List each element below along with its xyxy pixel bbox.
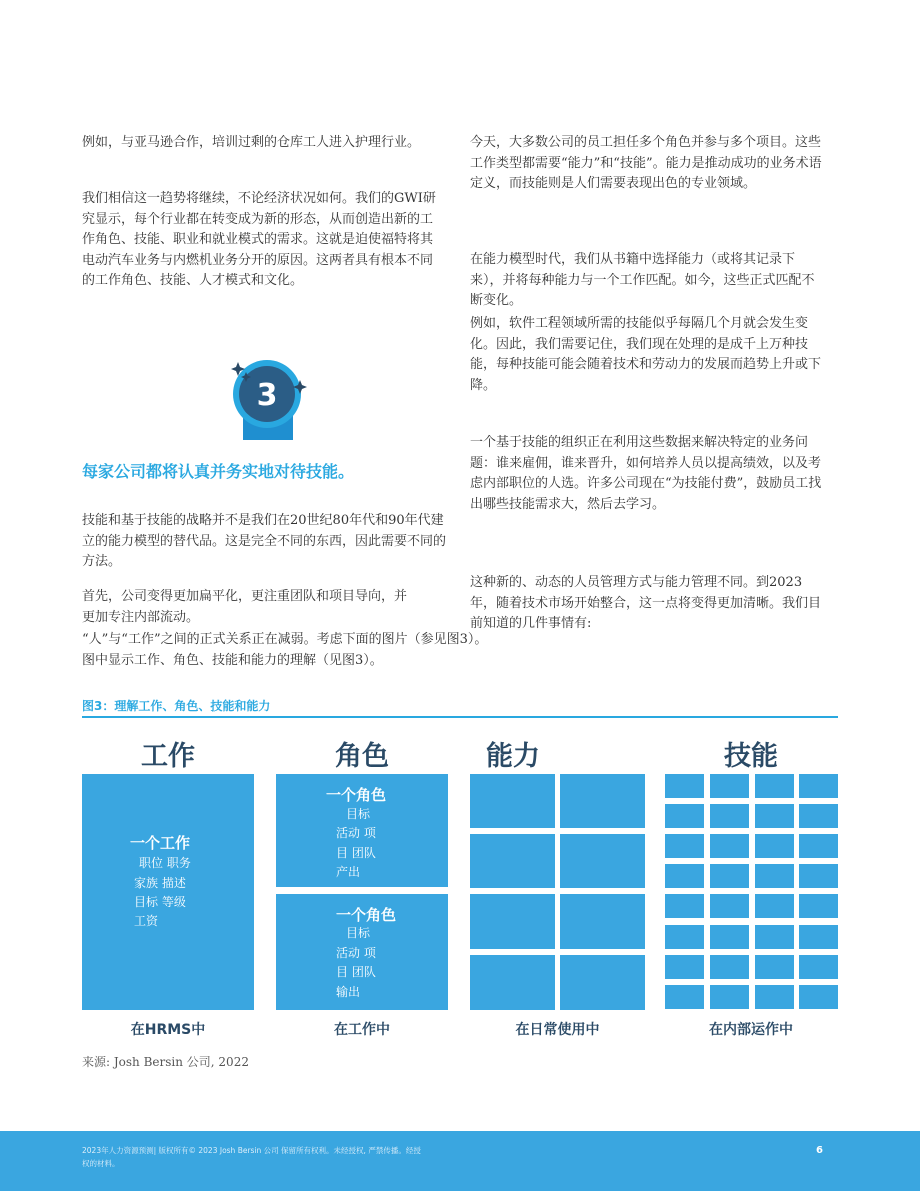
role-box-2	[276, 894, 448, 1010]
skill-cell	[710, 894, 749, 918]
column-head-job: 工作	[141, 741, 195, 772]
section-badge	[226, 356, 310, 442]
column-foot-job: 在HRMS中	[130, 1022, 206, 1038]
competency-cell	[560, 955, 645, 1010]
figure-divider	[82, 716, 838, 718]
skill-cell	[755, 834, 794, 858]
competency-cell	[560, 894, 645, 949]
skill-cell	[755, 955, 794, 979]
paragraph-figure-intro: 图中显示工作、角色、技能和能力的理解（见图3）。	[82, 653, 383, 668]
badge-number: 3	[256, 378, 278, 413]
role-box-line: 产出	[336, 865, 361, 879]
skill-cell	[665, 955, 704, 979]
competency-cell	[470, 834, 555, 888]
paragraph-relationship: “人”与“工作”之间的正式关系正在减弱。考虑下面的图片（参见图3）。	[82, 632, 488, 647]
skill-cell	[755, 774, 794, 798]
skill-cell	[665, 985, 704, 1009]
page-footer	[0, 1131, 920, 1191]
skill-cell	[799, 894, 838, 918]
job-box-line: 家族 描述	[134, 876, 186, 890]
role-box-title: 一个角色	[336, 906, 397, 924]
column-head-skills: 技能	[724, 741, 778, 772]
skill-cell	[755, 804, 794, 828]
paragraph-competency-era: 在能力模型时代，我们从书籍中选择能力（或将其记录下来），并将每种能力与一个工作匹配。如今，这些正式匹配不断变化。	[470, 252, 815, 308]
role-box-title: 一个角色	[326, 786, 387, 804]
skill-cell	[799, 834, 838, 858]
role-box-line: 目标	[346, 926, 371, 940]
figure-source: 来源: Josh Bersin 公司, 2022	[82, 1055, 249, 1069]
skill-cell	[799, 985, 838, 1009]
column-foot-skills: 在内部运作中	[709, 1022, 793, 1038]
role-box-line: 目 团队	[336, 965, 376, 979]
skill-cell	[799, 864, 838, 888]
role-box-line: 目 团队	[336, 846, 376, 860]
column-head-role: 角色	[335, 741, 389, 772]
skill-cell	[799, 774, 838, 798]
paragraph-skills-organization: 一个基于技能的组织正在利用这些数据来解决特定的业务问题：谁来雇佣，谁来晋升，如何培养人员以提高绩效，以及考虑内部职位的人选。许多公司现在“为技能付费”，鼓励员工找出哪些技能需求大，然后去学习。	[470, 435, 822, 512]
skill-cell	[710, 774, 749, 798]
skill-cell	[799, 925, 838, 949]
skill-cell	[665, 834, 704, 858]
paragraph-amazon-example: 例如，与亚马逊合作，培训过剩的仓库工人进入护理行业。	[82, 135, 421, 150]
job-box	[82, 774, 254, 1010]
role-box-line: 输出	[336, 985, 361, 999]
skill-cell	[665, 894, 704, 918]
figure-title: 图3：理解工作、角色、技能和能力	[82, 699, 271, 713]
skill-cell	[710, 925, 749, 949]
competency-cell	[470, 774, 555, 828]
column-foot-role: 在工作中	[334, 1022, 390, 1038]
paragraph-new-dynamic: 这种新的、动态的人员管理方式与能力管理不同。到2023年，随着技术市场开始整合，这一点将变得更加清晰。我们目前知道的几件事情有:	[470, 575, 822, 631]
job-box-line: 目标 等级	[134, 895, 186, 909]
job-box-line: 职位 职务	[139, 856, 191, 870]
badge-graphic	[226, 356, 310, 442]
column-head-competency: 能力	[486, 741, 540, 772]
skill-cell	[799, 955, 838, 979]
skill-cell	[755, 925, 794, 949]
competency-cell	[470, 955, 555, 1010]
competency-cell	[470, 894, 555, 949]
competency-cell	[560, 834, 645, 888]
skill-cell	[665, 774, 704, 798]
paragraph-software-example: 例如，软件工程领域所需的技能似乎每隔几个月就会发生变化。因此，我们需要记住，我们现在处理的是成千上万种技能，每种技能可能会随着技术和劳动力的发展而趋势上升或下降。	[470, 316, 822, 393]
skill-cell	[710, 985, 749, 1009]
paragraph-first: 首先，公司变得更加扁平化，更注重团队和项目导向，并更加专注内部流动。	[82, 589, 408, 625]
paragraph-multiple-roles: 今天，大多数公司的员工担任多个角色并参与多个项目。这些工作类型都需要“能力”和“技能”。能力是推动成功的业务术语定义，而技能则是人们需要表现出色的专业领域。	[470, 135, 822, 191]
paragraph-skills-strategy: 技能和基于技能的战略并不是我们在20世纪80年代和90年代建立的能力模型的替代品。这是完全不同的东西，因此需要不同的方法。	[82, 513, 447, 569]
footer-copyright: 2023年人力资源预测| 版权所有© 2023 Josh Bersin 公司 保留所有权利。未经授权, 严禁传播。经授权的材料。	[82, 1146, 421, 1168]
job-box-line: 工资	[134, 914, 159, 928]
role-box-line: 活动 项	[336, 946, 376, 960]
role-box-line: 目标	[346, 807, 371, 821]
skill-cell	[799, 804, 838, 828]
job-box-title: 一个工作	[130, 834, 191, 852]
skill-cell	[710, 864, 749, 888]
skill-cell	[755, 864, 794, 888]
role-box-line: 活动 项	[336, 826, 376, 840]
column-foot-competency: 在日常使用中	[515, 1022, 600, 1038]
skill-cell	[665, 925, 704, 949]
skill-cell	[755, 894, 794, 918]
skill-cell	[665, 864, 704, 888]
skill-cell	[755, 985, 794, 1009]
skill-cell	[710, 955, 749, 979]
paragraph-trend-continue: 我们相信这一趋势将继续，不论经济状况如何。我们的GWI研究显示，每个行业都在转变成为新的形态，从而创造出新的工作角色、技能、职业和就业模式的需求。这就是迫使福特将其电动汽车业务与内燃机业务分开的原因。这两者具有根本不同的工作角色、技能、人才模式和文化。	[82, 191, 436, 288]
competency-cell	[560, 774, 645, 828]
section-heading: 每家公司都将认真并务实地对待技能。	[82, 462, 355, 481]
skill-cell	[710, 804, 749, 828]
skill-cell	[665, 804, 704, 828]
skill-cell	[710, 834, 749, 858]
page-number: 6	[816, 1145, 823, 1156]
role-box-1	[276, 774, 448, 887]
